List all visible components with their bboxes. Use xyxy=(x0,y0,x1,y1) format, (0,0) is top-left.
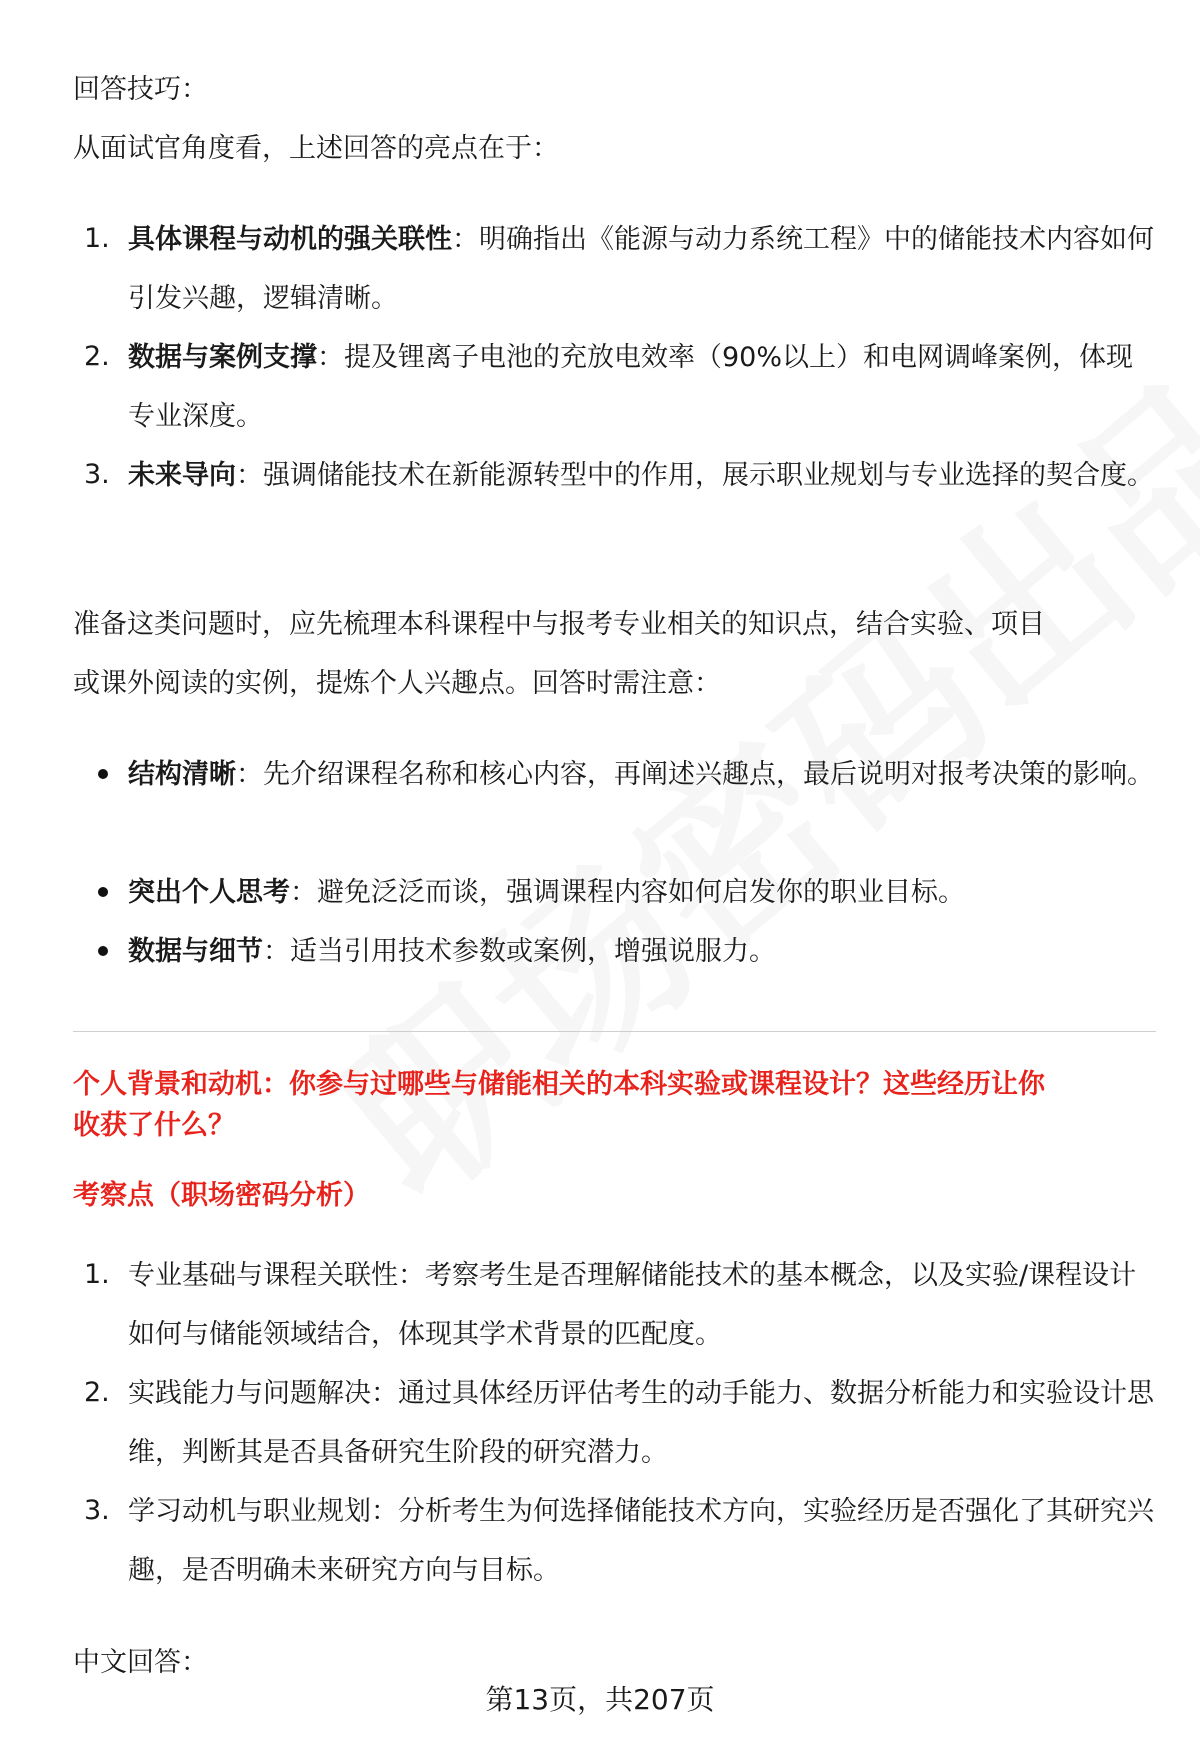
item-text: ：避免泛泛而谈，强调课程内容如何启发你的职业目标。 xyxy=(290,877,965,908)
list-item xyxy=(128,210,1158,328)
list-item: 学习动机与职业规划：分析考生为何选择储能技术方向，实验经历是否强化了其研究兴趣，是否明确未来研究方向与目标。 xyxy=(128,1496,1154,1586)
bullet-icon xyxy=(98,887,108,897)
list-item xyxy=(128,446,1158,505)
item-title: 未来导向 xyxy=(128,460,236,491)
item-text: ：提及锂离子电池的充放电效率（90%以上）和电网调峰案例，体现专业深度。 xyxy=(128,342,1134,432)
list-number: 2. xyxy=(84,1377,110,1408)
list-number: 3. xyxy=(84,459,110,490)
list-number: 1. xyxy=(84,1259,110,1290)
list-item xyxy=(128,922,1158,981)
prep-line: 准备这类问题时，应先梳理本科课程中与报考专业相关的知识点，结合实验、项目 xyxy=(73,609,1045,640)
prep-line: 或课外阅读的实例，提炼个人兴趣点。回答时需注意： xyxy=(73,668,721,699)
list-item xyxy=(128,328,1158,446)
list-number: 3. xyxy=(84,1495,110,1526)
list-number: 1. xyxy=(84,223,110,254)
item-text: ：先介绍课程名称和核心内容，再阐述兴趣点，最后说明对报考决策的影响。 xyxy=(236,759,1154,790)
answer-label: 中文回答： xyxy=(73,1647,208,1678)
question-line: 个人背景和动机：你参与过哪些与储能相关的本科实验或课程设计？这些经历让你 xyxy=(73,1069,1045,1100)
tips-label: 回答技巧： xyxy=(73,74,208,105)
item-title: 突出个人思考 xyxy=(128,877,290,908)
list-item: 专业基础与课程关联性：考察考生是否理解储能技术的基本概念，以及实验/课程设计如何与储能领域结合，体现其学术背景的匹配度。 xyxy=(128,1260,1137,1350)
page-number: 第13页，共207页 xyxy=(485,1683,715,1716)
item-title: 数据与案例支撑 xyxy=(128,342,317,373)
item-title: 具体课程与动机的强关联性 xyxy=(128,224,452,255)
item-title: 结构清晰 xyxy=(128,759,236,790)
item-text: ：强调储能技术在新能源转型中的作用，展示职业规划与专业选择的契合度。 xyxy=(236,460,1154,491)
list-number: 2. xyxy=(84,341,110,372)
analysis-heading: 考察点（职场密码分析） xyxy=(73,1180,370,1211)
item-title: 数据与细节 xyxy=(128,936,263,967)
lead-text: 从面试官角度看，上述回答的亮点在于： xyxy=(73,133,559,164)
divider xyxy=(73,1031,1156,1032)
bullet-icon xyxy=(98,769,108,779)
list-item xyxy=(128,863,1158,922)
item-text: ：明确指出《能源与动力系统工程》中的储能技术内容如何引发兴趣，逻辑清晰。 xyxy=(128,224,1154,314)
question-line: 收获了什么？ xyxy=(73,1110,235,1141)
list-item xyxy=(128,745,1158,804)
item-text: ：适当引用技术参数或案例，增强说服力。 xyxy=(263,936,776,967)
bullet-icon xyxy=(98,946,108,956)
list-item: 实践能力与问题解决：通过具体经历评估考生的动手能力、数据分析能力和实验设计思维，判断其是否具备研究生阶段的研究潜力。 xyxy=(128,1378,1154,1468)
